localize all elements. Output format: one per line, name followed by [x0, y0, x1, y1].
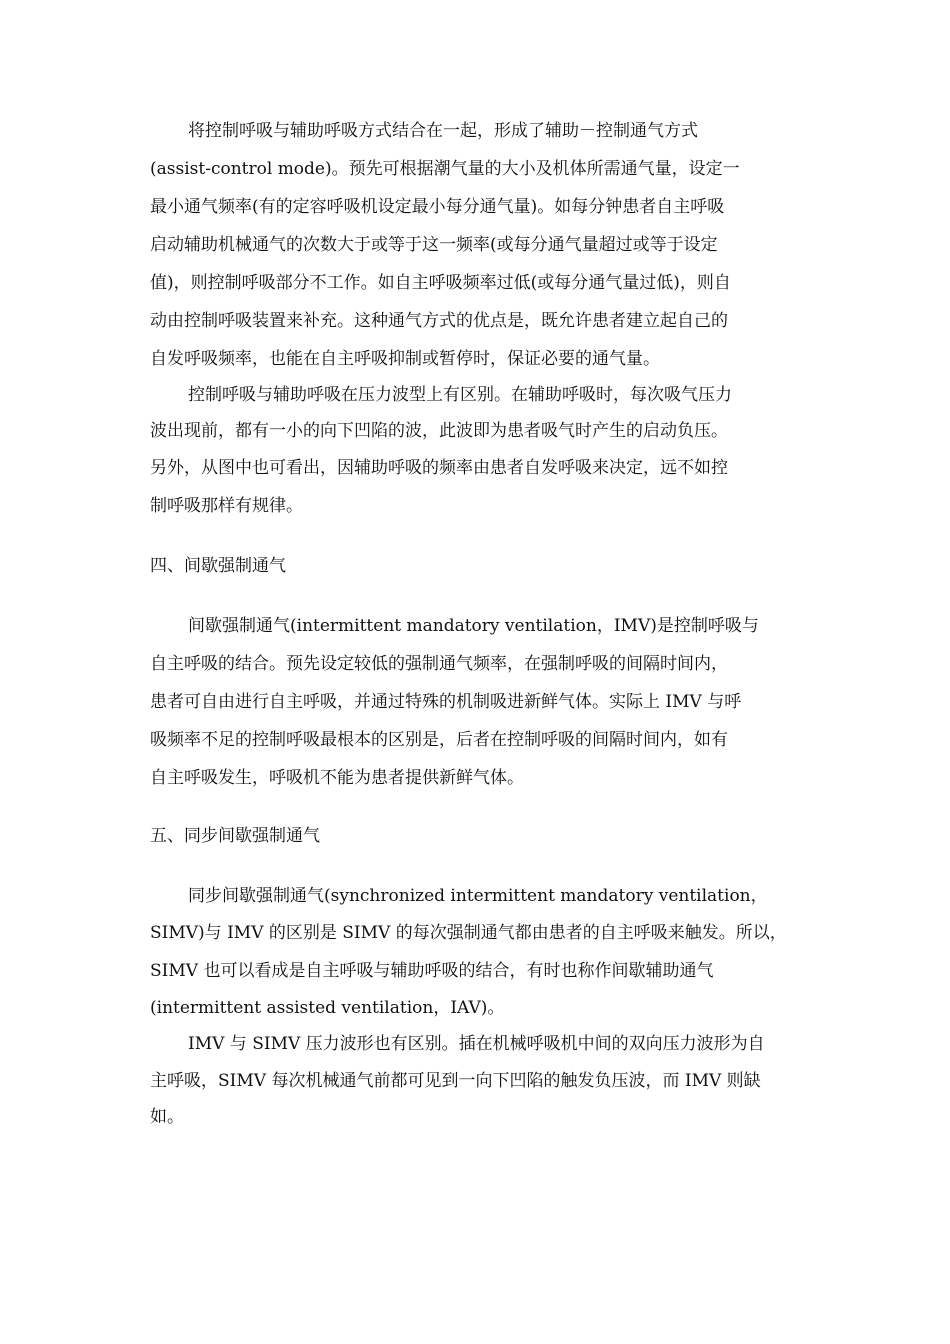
- paragraph-4-line-4: (intermittent assisted ventilation，IAV)。: [150, 998, 505, 1018]
- paragraph-5-line-3: 如。: [150, 1107, 184, 1127]
- paragraph-5-line-1: IMV 与 SIMV 压力波形也有区别。插在机械呼吸机中间的双向压力波形为自: [188, 1034, 765, 1054]
- paragraph-1-line-3: 最小通气频率(有的定容呼吸机设定最小每分通气量)。如每分钟患者自主呼吸: [150, 197, 725, 217]
- paragraph-3-line-2: 自主呼吸的结合。预先设定较低的强制通气频率，在强制呼吸的间隔时间内，: [150, 654, 728, 674]
- paragraph-2-line-2: 波出现前，都有一小的向下凹陷的波，此波即为患者吸气时产生的启动负压。: [150, 421, 728, 441]
- paragraph-1-line-1: 将控制呼吸与辅助呼吸方式结合在一起，形成了辅助－控制通气方式: [188, 121, 698, 141]
- paragraph-2-line-4: 制呼吸那样有规律。: [150, 496, 303, 516]
- section-heading-4: 四、间歇强制通气: [150, 556, 286, 576]
- paragraph-1-line-4: 启动辅助机械通气的次数大于或等于这一频率(或每分通气量超过或等于设定: [150, 235, 718, 255]
- paragraph-5-line-2: 主呼吸，SIMV 每次机械通气前都可见到一向下凹陷的触发负压波，而 IMV 则缺: [150, 1071, 761, 1091]
- paragraph-1-line-2: (assist-control mode)。预先可根据潮气量的大小及机体所需通气量，设定一: [150, 159, 740, 179]
- section-heading-5: 五、同步间歇强制通气: [150, 826, 320, 846]
- paragraph-3-line-3: 患者可自由进行自主呼吸，并通过特殊的机制吸进新鲜气体。实际上 IMV 与呼: [150, 692, 742, 712]
- paragraph-4-line-2: SIMV)与 IMV 的区别是 SIMV 的每次强制通气都由患者的自主呼吸来触发。所以，: [150, 923, 787, 943]
- paragraph-2-line-1: 控制呼吸与辅助呼吸在压力波型上有区别。在辅助呼吸时，每次吸气压力: [188, 385, 732, 405]
- paragraph-4-line-1: 同步间歇强制通气(synchronized intermittent mandatory ventilation，: [188, 886, 768, 906]
- paragraph-1-line-6: 动由控制呼吸装置来补充。这种通气方式的优点是，既允许患者建立起自己的: [150, 311, 728, 331]
- paragraph-4-line-3: SIMV 也可以看成是自主呼吸与辅助呼吸的结合，有时也称作间歇辅助通气: [150, 961, 714, 981]
- paragraph-3-line-5: 自主呼吸发生，呼吸机不能为患者提供新鲜气体。: [150, 768, 524, 788]
- paragraph-1-line-7: 自发呼吸频率，也能在自主呼吸抑制或暂停时，保证必要的通气量。: [150, 349, 660, 369]
- paragraph-1-line-5: 值)，则控制呼吸部分不工作。如自主呼吸频率过低(或每分通气量过低)，则自: [150, 273, 731, 293]
- paragraph-3-line-4: 吸频率不足的控制呼吸最根本的区别是，后者在控制呼吸的间隔时间内，如有: [150, 730, 728, 750]
- paragraph-2-line-3: 另外，从图中也可看出，因辅助呼吸的频率由患者自发呼吸来决定，远不如控: [150, 458, 728, 478]
- paragraph-3-line-1: 间歇强制通气(intermittent mandatory ventilation，IMV)是控制呼吸与: [188, 616, 759, 636]
